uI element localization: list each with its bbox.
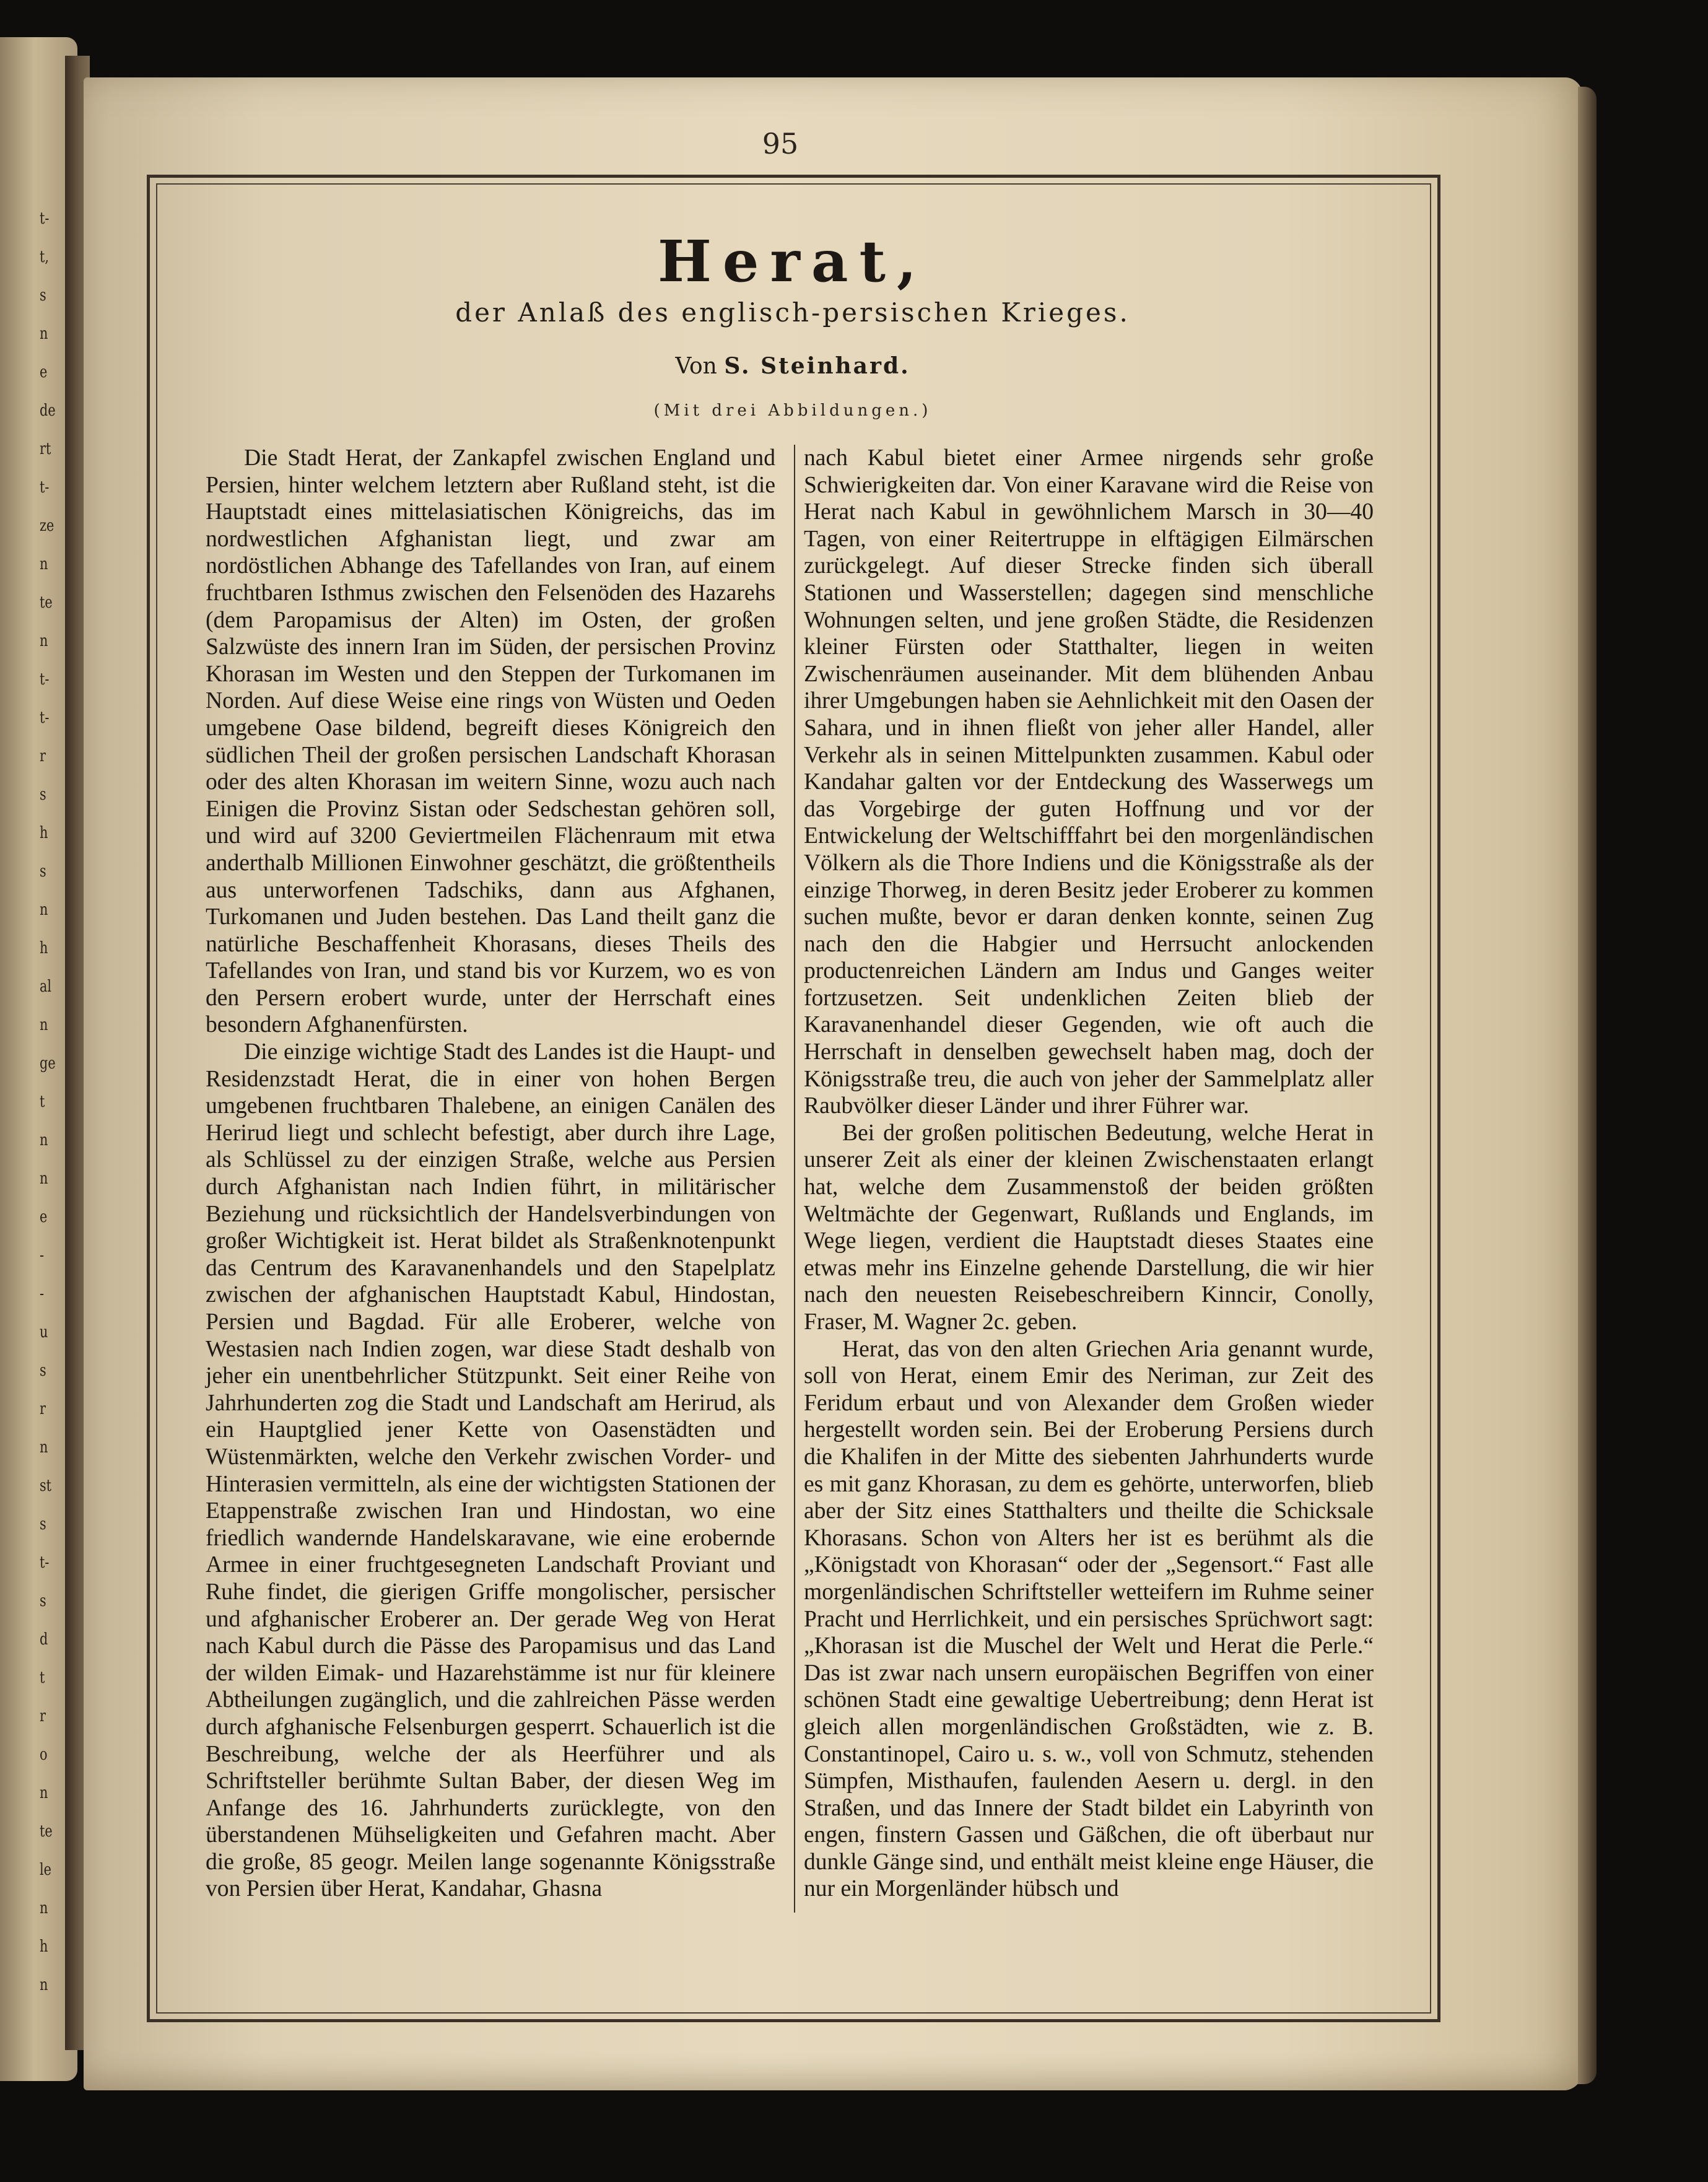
text-column-right xyxy=(804,445,1374,1903)
facing-page-fragment: st xyxy=(40,1477,52,1495)
page-number: 95 xyxy=(762,127,799,160)
facing-page-fragment: t- xyxy=(40,209,50,228)
facing-page-fragment: n xyxy=(40,901,48,919)
facing-page-fragment: al xyxy=(40,977,52,996)
page-edge xyxy=(1578,87,1597,2084)
author-name: S. Steinhard. xyxy=(724,353,910,379)
facing-page-fragment: n xyxy=(40,1169,48,1188)
facing-page-fragment: t- xyxy=(40,478,50,497)
facing-page-fragment: n xyxy=(40,1976,48,1994)
author-line xyxy=(557,353,1028,379)
facing-page-fragment: s xyxy=(40,1361,46,1380)
facing-page-fragment: n xyxy=(40,555,48,574)
facing-page-fragment: t- xyxy=(40,709,50,727)
facing-page-fragment: d xyxy=(40,1630,48,1649)
facing-page-fragment: le xyxy=(40,1861,51,1879)
facing-page-fragment: de xyxy=(40,401,56,420)
facing-page-fragment: te xyxy=(40,593,53,612)
facing-page-fragment: e xyxy=(40,1208,48,1226)
facing-page-fragment: n xyxy=(40,1131,48,1150)
facing-page-fragment: r xyxy=(40,1400,46,1418)
facing-page-fragment: r xyxy=(40,747,46,766)
facing-page-fragment: - xyxy=(40,1246,45,1265)
facing-page-fragment: n xyxy=(40,1784,48,1802)
facing-page-fragment: ge xyxy=(40,1054,56,1073)
facing-page-fragment: o xyxy=(40,1745,48,1764)
paragraph: nach Kabul bietet einer Armee nirgends sehr große Schwierigkeiten dar. Von einer Karavane wird die Reise von Herat nach Kabul in gewöhnlichem Marsch in 30—40 Tagen, von einer Reitertruppe in elftägigen Eilmärschen zurückgelegt. Auf dieser Strecke finden sich überall Stationen und Wasserstellen; dagegen sind menschliche Wohnungen selten, und jene großen Städte, die Residenzen kleiner Fürsten oder Statthalter, liegen in weiten Zwischenräumen auseinander. Mit dem blühenden Anbau ihrer Umgebungen haben sie Aehnlichkeit mit den Oasen der Sahara, und in ihnen fließt von jeher aller Handel, aller Verkehr als in seinen Mittelpunkten zusammen. Kabul oder Kandahar galten vor der Entdeckung des Wasserwegs um das Vorgebirge der guten Hoffnung und vor der Entwickelung der Weltschifffahrt bei den morgenländischen Völkern als die Thore Indiens und die Königsstraße als der einzige Thorweg, in deren Besitz jeder Eroberer zu kommen suchen mußte, bevor er daran denken konnte, seinen Zug nach den die Habgier und Herrsucht anlockenden productenreichen Ländern am Indus und Ganges weiter fortzusetzen. Seit undenklichen Zeiten blieb der Karavanenhandel dieser Gegenden, wie oft auch die Herrschaft in denselben gewechselt haben mag, doch der Königsstraße treu, die auch von jeher der Sammelplatz aller Raubvölker dieser Länder und ihrer Führer war. xyxy=(804,445,1374,1119)
facing-page-fragment: r xyxy=(40,1707,46,1726)
article-subtitle: der Anlaß des englisch-persischen Krieges. xyxy=(455,297,1130,328)
facing-page-fragment: - xyxy=(40,1285,45,1303)
facing-page-fragment: u xyxy=(40,1323,48,1342)
facing-page-fragment: rt xyxy=(40,440,51,458)
facing-page-fragment: h xyxy=(40,939,48,958)
facing-page-fragment: s xyxy=(40,1515,46,1534)
facing-page-fragment: h xyxy=(40,1937,48,1956)
paragraph: Die einzige wichtige Stadt des Landes ist die Haupt- und Residenzstadt Herat, die in einer von hohen Bergen umgebenen fruchtbaren Thalebene, an einigen Canälen des Herirud liegt und schlecht befestigt, aber durch ihre Lage, als Schlüssel zu der einzigen Straße, welche aus Persien durch Afghanistan nach Indien führt, in militärischer Beziehung und rücksichtlich der Handelsverbindungen von großer Wichtigkeit ist. Herat bildet als Straßenknotenpunkt das Centrum des Karavanenhandels und den Stapelplatz zwischen der afghanischen Hauptstadt Kabul, Hindostan, Persien und Bagdad. Für alle Eroberer, welche von Westasien nach Indien zogen, war diese Stadt deshalb von jeher ein unentbehrlicher Stützpunkt. Seit einer Reihe von Jahrhunderten zog die Stadt und Landschaft am Herirud, als ein Hauptglied jener Kette von Oasenstädten und Wüstenmärkten, welche den Verkehr zwischen Vorder- und Hinterasien vermitteln, als eine der wichtigsten Stationen der Etappenstraße zwischen Iran und Hindostan, wo eine friedlich wandernde Handelskaravane, wie eine erobernde Armee in einer fruchtgesegneten Landschaft Proviant und Ruhe findet, die gierigen Griffe mongolischer, persischer und afghanischer Eroberer an. Der gerade Weg von Herat nach Kabul durch die Pässe des Paropamisus und das Land der wilden Eimak- und Hazarehstämme ist nur für kleinere Abtheilungen zugänglich, und die zahlreichen Pässe werden durch afghanische Felsenburgen gesperrt. Schauerlich ist die Beschreibung, welche der als Heerführer und als Schriftsteller berühmte Sultan Baber, der diesen Weg im Anfange des 16. Jahrhunderts zurücklegte, von den überstandenen Mühseligkeiten und Gefahren macht. Aber die große, 85 geogr. Meilen lange sogenannte Königsstraße von Persien über Herat, Kandahar, Ghasna xyxy=(206,1039,775,1902)
facing-page-fragment: te xyxy=(40,1822,53,1841)
text-column-left xyxy=(206,445,775,1903)
facing-page-fragment: n xyxy=(40,1899,48,1918)
facing-page-fragment: s xyxy=(40,1592,46,1610)
paragraph: Herat, das von den alten Griechen Aria genannt wurde, soll von Herat, einem Emir des Neriman, zur Zeit des Feridum erbaut und von Alexander dem Großen wieder hergestellt worden sein. Bei der Eroberung Persiens durch die Khalifen in der Mitte des siebenten Jahrhunderts wurde es mit ganz Khorasan, zu dem es gehörte, unterworfen, blieb aber der Sitz eines Statthalters und theilte die Schicksale Khorasans. Schon von Alters her ist es berühmt als die „Königstadt von Khorasan“ oder der „Segensort.“ Fast alle morgenländischen Schriftsteller wetteifern im Ruhme seiner Pracht und Herrlichkeit, und ein persisches Sprüchwort sagt: „Khorasan ist die Muschel der Welt und Herat die Perle.“ Das ist zwar nach unsern europäischen Begriffen von einer schönen Stadt eine gewaltige Uebertreibung; denn Herat ist gleich allen morgenländischen Großstädten, wie z. B. Constantinopel, Cairo u. s. w., voll von Schmutz, stehenden Sümpfen, Misthaufen, faulenden Aesern u. dergl. in den Straßen, und das Innere der Stadt bildet ein Labyrinth von engen, finstern Gassen und Gäßchen, die oft überbaut nur dunkle Gänge sind, und enthält meist kleine enge Häuser, die nur ein Morgenländer hübsch und xyxy=(804,1336,1374,1902)
author-prefix: Von xyxy=(675,354,717,379)
facing-page-fragment: s xyxy=(40,286,46,305)
facing-page-fragment: n xyxy=(40,1438,48,1457)
facing-page-fragment: t- xyxy=(40,1553,50,1572)
facing-page-fragment: e xyxy=(40,363,48,382)
illustration-note: (Mit drei Abbildungen.) xyxy=(653,401,932,420)
facing-page-fragment: t xyxy=(40,1093,45,1111)
facing-page-fragment: s xyxy=(40,785,46,804)
facing-page-fragment: s xyxy=(40,862,46,881)
facing-page-fragment: n xyxy=(40,1016,48,1034)
facing-page-fragment: n xyxy=(40,632,48,650)
paragraph: Bei der großen politischen Bedeutung, welche Herat in unserer Zeit als einer der kleinen Zwischenstaaten erlangt hat, welche dem Zusammenstoß der beiden größten Weltmächte der Gegenwart, Rußlands und Englands, im Wege liegen, verdient die Hauptstadt dieses Staates eine etwas mehr ins Einzelne gehende Darstellung, die wir hier nach den neuesten Reisebeschreibern Kinncir, Conolly, Fraser, M. Wagner 2c. geben. xyxy=(804,1120,1374,1335)
facing-page-fragment: n xyxy=(40,325,48,343)
facing-page-fragment: h xyxy=(40,824,48,842)
facing-page-fragment: ze xyxy=(40,517,54,535)
article-title: Herat, xyxy=(657,228,928,295)
facing-page-fragment: t- xyxy=(40,670,50,689)
facing-page-fragment: t xyxy=(40,1669,45,1687)
paragraph: Die Stadt Herat, der Zankapfel zwischen England und Persien, hinter welchem letztern aber Rußland steht, ist die Hauptstadt eines mittelasiatischen Königreichs, das im nordwestlichen Afghanistan liegt, und zwar am nordöstlichen Abhange des Tafellandes von Iran, auf einem fruchtbaren Isthmus zwischen den Felsenöden des Hazarehs (dem Paropamisus der Alten) im Osten, der großen Salzwüste des innern Iran im Süden, der persischen Provinz Khorasan im Westen und den Steppen der Turkomanen im Norden. Auf diese Weise eine rings von Wüsten und Oeden umgebene Oase bildend, begreift dieses Königreich den südlichen Theil der großen persischen Landschaft Khorasan oder des alten Khorasan im weitern Sinne, wozu auch nach Einigen die Provinz Sistan oder Sedschestan gehören soll, und wird auf 3200 Geviertmeilen Flächenraum mit etwa anderthalb Millionen Einwohner geschätzt, die größtentheils aus unterworfenen Tadschiks, dann aus Afghanen, Turkomanen und Juden bestehen. Das Land theilt ganz die natürliche Beschaffenheit Khorasans, dieses Theils des Tafellandes von Iran, und stand bis vor Kurzem, wo es von den Persern erobert wurde, unter der Herrschaft eines besondern Afghanenfürsten. xyxy=(206,445,775,1038)
facing-page-fragment: t, xyxy=(40,248,49,266)
column-divider xyxy=(794,445,795,1913)
